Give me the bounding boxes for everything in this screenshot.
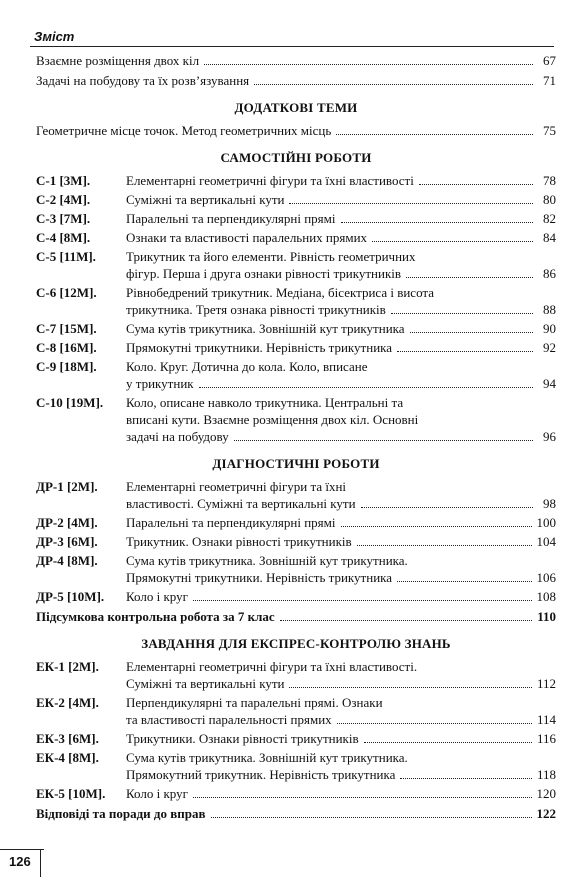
dot-leader [397,351,533,352]
toc-page-number: 104 [536,534,556,549]
dot-leader [193,797,532,798]
work-code: ЕК-1 [2М]. [36,659,99,674]
toc-entry-body [126,320,556,337]
toc-entry-body [126,172,556,189]
toc-entry [36,284,556,318]
toc-entry [36,172,556,189]
page-number-divider [0,849,44,850]
toc-line [126,785,556,802]
dot-leader [254,84,533,85]
toc-entry-body [126,284,556,318]
work-code: ЕК-5 [10М]. [36,786,106,801]
dot-leader [397,581,531,582]
toc-line [126,191,556,208]
dot-leader [234,440,533,441]
toc-line [126,495,556,512]
dot-leader [336,134,533,135]
toc-page-number: 98 [543,496,556,511]
toc-entry [36,72,556,89]
dot-leader [410,332,533,333]
toc-summary-entry [36,608,556,625]
toc-entry [36,358,556,392]
toc-page-number: 84 [543,230,556,245]
toc-line [36,122,556,139]
work-code: ДР-3 [6М]. [36,534,98,549]
toc-page-number: 118 [536,767,556,782]
toc-page-number: 86 [543,266,556,281]
toc-page-number: 116 [536,731,556,746]
toc-line [126,375,556,392]
toc-entry-body [126,658,556,692]
toc-section [36,455,556,625]
toc-entry-title: Геометричне місце точок. Метод геометричних місць [36,123,332,138]
toc-entry-body [126,514,556,531]
toc-page-number: 67 [543,53,556,68]
dot-leader [280,620,533,621]
section-heading: ДОДАТКОВІ ТЕМИ [234,100,358,115]
toc-entry-body [126,730,556,747]
work-code: С-7 [15М]. [36,321,97,336]
toc-line [126,320,556,337]
section-heading: САМОСТІЙНІ РОБОТИ [220,150,372,165]
toc-entry [36,749,556,783]
toc-entry [36,730,556,747]
toc-section [36,635,556,822]
toc-page-number: 88 [543,302,556,317]
toc-line [126,569,556,586]
toc-entry-title: Ознаки та властивості паралельних прямих [126,230,368,245]
toc-line [126,229,556,246]
toc-page-number: 78 [543,173,556,188]
toc-entry-title: Трикутники. Ознаки рівності трикутників [126,731,359,746]
toc-entry-body [126,229,556,246]
toc-entry-line: Рівнобедрений трикутник. Медіана, бісектриса і висота [126,285,435,300]
toc-line [126,301,556,318]
toc-entry [36,785,556,802]
toc-page-number: 112 [536,676,556,691]
toc-line [36,72,556,89]
toc-entry-body [126,588,556,605]
toc-page-number: 90 [543,321,556,336]
toc-entry-title: задачі на побудову [126,429,229,444]
toc-page-number: 92 [543,340,556,355]
running-header: Зміст [34,29,75,44]
toc-entry-line: Трикутник та його елементи. Рівність геометричних [126,249,416,264]
table-of-contents [36,52,556,822]
dot-leader [419,184,533,185]
toc-entry-body [126,339,556,356]
toc-entry [36,229,556,246]
toc-entry-title: Елементарні геометричні фігури та їхні властивості [126,173,414,188]
toc-line [126,675,556,692]
toc-entry [36,552,556,586]
work-code: ЕК-4 [8М]. [36,750,99,765]
toc-entry-title: у трикутник [126,376,194,391]
dot-leader [211,817,532,818]
toc-page-number: 82 [543,211,556,226]
toc-line [126,210,556,227]
toc-entry-title: Трикутник. Ознаки рівності трикутників [126,534,352,549]
toc-entry-title: фігур. Перша і друга ознаки рівності трикутників [126,266,402,281]
toc-entry-title: Коло і круг [126,786,188,801]
toc-line [126,172,556,189]
toc-line [126,265,556,282]
toc-line [126,730,556,747]
toc-entry-body [126,749,556,783]
toc-line [126,711,556,728]
toc-entry [36,339,556,356]
toc-entry [36,533,556,550]
work-code: С-8 [16М]. [36,340,97,355]
dot-leader [391,313,533,314]
toc-page-number: 71 [543,73,556,88]
toc-line [126,339,556,356]
toc-line [36,805,556,822]
toc-entry [36,52,556,69]
toc-page-number: 122 [536,806,556,821]
toc-line [36,52,556,69]
toc-entry [36,122,556,139]
dot-leader [341,526,532,527]
dot-leader [364,742,532,743]
toc-page-number: 108 [536,589,556,604]
toc-line [126,588,556,605]
toc-entry-line: Елементарні геометричні фігури та їхні [126,479,347,494]
section-heading: ЗАВДАННЯ ДЛЯ ЕКСПРЕС-КОНТРОЛЮ ЗНАНЬ [141,636,451,651]
toc-line [36,608,556,625]
toc-entry [36,210,556,227]
toc-line [126,428,556,445]
toc-entry [36,478,556,512]
work-code: ДР-1 [2М]. [36,479,98,494]
header-divider [30,46,554,47]
work-code: С-10 [19М]. [36,395,104,410]
toc-line [126,766,556,783]
dot-leader [199,387,533,388]
work-code: ДР-5 [10М]. [36,589,105,604]
toc-entry-body [126,478,556,512]
toc-page-number: 75 [543,123,556,138]
toc-entry-line: Елементарні геометричні фігури та їхні властивості. [126,659,418,674]
toc-entry [36,394,556,445]
dot-leader [337,723,532,724]
dot-leader [289,203,533,204]
toc-entry-body [126,394,556,445]
toc-section [36,149,556,445]
toc-entry-body [126,210,556,227]
toc-page-number: 120 [536,786,556,801]
toc-page-number: 100 [536,515,556,530]
work-code: С-6 [12М]. [36,285,97,300]
toc-entry-title: Прямокутний трикутник. Нерівність трикутника [126,767,396,782]
toc-entry-title: Сума кутів трикутника. Зовнішній кут трикутника [126,321,405,336]
toc-entry-body [126,533,556,550]
dot-leader [341,222,534,223]
toc-entry-title: Коло і круг [126,589,188,604]
toc-entry-line: Перпендикулярні та паралельні прямі. Ознаки [126,695,383,710]
toc-page-number: 110 [537,609,556,624]
toc-page-number: 80 [543,192,556,207]
toc-entry-title: Паралельні та перпендикулярні прямі [126,211,336,226]
toc-entry [36,514,556,531]
toc-entry-title: трикутника. Третя ознака рівності трикутників [126,302,386,317]
toc-entry-title: Задачі на побудову та їх розв’язування [36,73,250,88]
dot-leader [193,600,532,601]
toc-page-number: 114 [536,712,556,727]
toc-entry-title: Суміжні та вертикальні кути [126,676,285,691]
toc-entry-body [126,694,556,728]
toc-page-number: 106 [536,570,556,585]
toc-entry-title: Суміжні та вертикальні кути [126,192,285,207]
toc-entry [36,248,556,282]
dot-leader [204,64,533,65]
toc-entry-title: Підсумкова контрольна робота за 7 клас [36,609,275,624]
toc-entry [36,320,556,337]
work-code: С-3 [7М]. [36,211,91,226]
toc-entry-line: Коло. Круг. Дотична до кола. Коло, вписане [126,359,368,374]
section-heading: ДІАГНОСТИЧНІ РОБОТИ [212,456,380,471]
toc-entry-title: Відповіді та поради до вправ [36,806,206,821]
toc-line [126,533,556,550]
dot-leader [372,241,533,242]
toc-entry-line: Сума кутів трикутника. Зовнішній кут трикутника. [126,750,408,765]
toc-entry-title: та властивості паралельності прямих [126,712,332,727]
work-code: ЕК-3 [6М]. [36,731,99,746]
toc-entry-title: Прямокутні трикутники. Нерівність трикутника [126,340,393,355]
dot-leader [361,507,533,508]
toc-entry-body [126,358,556,392]
work-code: ДР-2 [4М]. [36,515,98,530]
work-code: С-2 [4М]. [36,192,91,207]
toc-entry [36,694,556,728]
toc-page-number: 96 [543,429,556,444]
toc-entry-title: властивості. Суміжні та вертикальні кути [126,496,356,511]
dot-leader [357,545,532,546]
page-number-vertical-divider [40,849,41,877]
dot-leader [406,277,533,278]
toc-entry [36,658,556,692]
work-code: С-4 [8М]. [36,230,91,245]
work-code: С-5 [11М]. [36,249,96,264]
toc-entry-body [126,785,556,802]
toc-entry-body [126,552,556,586]
toc-page-number: 94 [543,376,556,391]
work-code: ДР-4 [8М]. [36,553,98,568]
dot-leader [289,687,531,688]
toc-entry-body [126,191,556,208]
toc-summary-entry [36,805,556,822]
toc-entry-title: Прямокутні трикутники. Нерівність трикутника [126,570,393,585]
toc-entry-title: Взаємне розміщення двох кіл [36,53,200,68]
toc-entry-body [126,248,556,282]
toc-entry-line: вписані кути. Взаємне розміщення двох кіл. Основні [126,412,419,427]
toc-intro [36,52,556,89]
work-code: С-1 [3М]. [36,173,91,188]
work-code: ЕК-2 [4М]. [36,695,99,710]
toc-entry [36,191,556,208]
toc-entry-line: Коло, описане навколо трикутника. Центральні та [126,395,404,410]
toc-line [126,514,556,531]
toc-entry [36,588,556,605]
toc-entry-title: Паралельні та перпендикулярні прямі [126,515,336,530]
dot-leader [400,778,532,779]
toc-entry-line: Сума кутів трикутника. Зовнішній кут трикутника. [126,553,408,568]
page-number: 126 [9,854,31,869]
toc-sections [36,99,556,822]
work-code: С-9 [18М]. [36,359,97,374]
toc-section [36,99,556,139]
